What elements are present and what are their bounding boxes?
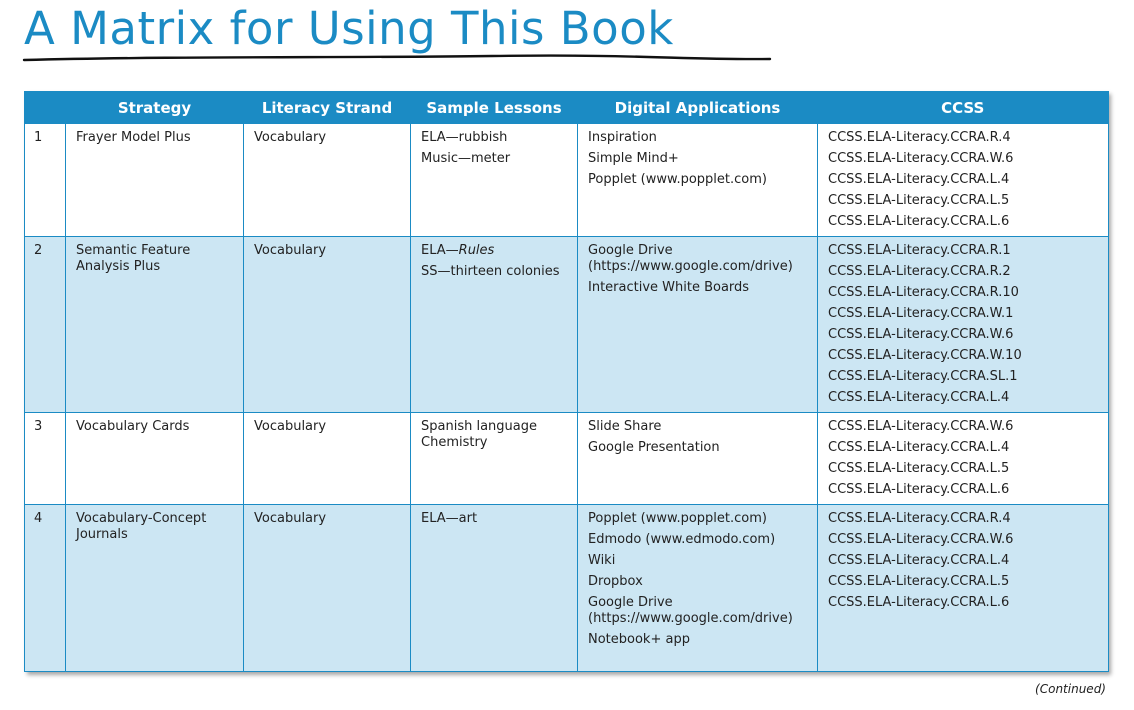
ccss-item: CCSS.ELA-Literacy.CCRA.R.1: [828, 243, 1011, 258]
ccss-item: CCSS.ELA-Literacy.CCRA.W.6: [828, 419, 1014, 434]
ccss-cell: [818, 505, 1109, 672]
apps-cell: [578, 124, 818, 237]
app-item: Edmodo (www.edmodo.com): [588, 532, 776, 547]
lesson-item: ELA—rubbish: [421, 130, 508, 145]
ccss-item: CCSS.ELA-Literacy.CCRA.SL.1: [828, 369, 1018, 384]
ccss-item: CCSS.ELA-Literacy.CCRA.L.5: [828, 574, 1010, 589]
ccss-item: CCSS.ELA-Literacy.CCRA.W.1: [828, 306, 1014, 321]
ccss-item: CCSS.ELA-Literacy.CCRA.W.6: [828, 532, 1014, 547]
lessons-cell: [411, 413, 578, 505]
ccss-item: CCSS.ELA-Literacy.CCRA.R.4: [828, 511, 1011, 526]
app-item: Google Drive (https://www.google.com/drive): [588, 595, 793, 626]
app-item: Inspiration: [588, 130, 657, 145]
lesson-title-italic: Rules: [458, 243, 495, 258]
lessons-cell: [411, 124, 578, 237]
strategy-cell: Semantic Feature Analysis Plus: [66, 237, 244, 413]
lesson-item: [421, 243, 567, 259]
ccss-item: CCSS.ELA-Literacy.CCRA.L.4: [828, 390, 1010, 405]
ccss-item: CCSS.ELA-Literacy.CCRA.W.6: [828, 327, 1014, 342]
ccss-item: CCSS.ELA-Literacy.CCRA.W.10: [828, 348, 1022, 363]
apps-cell: [578, 237, 818, 413]
lessons-cell: [411, 237, 578, 413]
matrix-table: [24, 91, 1109, 672]
lesson-item: SS—thirteen colonies: [421, 264, 560, 279]
matrix-table-container: [24, 91, 1108, 672]
table-row: [25, 505, 1109, 672]
lesson-item: ELA—art: [421, 511, 478, 526]
page-title: A Matrix for Using This Book: [24, 2, 674, 55]
app-item: Simple Mind+: [588, 151, 679, 166]
ccss-cell: [818, 124, 1109, 237]
app-item: Dropbox: [588, 574, 643, 589]
strand-cell: Vocabulary: [244, 413, 411, 505]
ccss-item: CCSS.ELA-Literacy.CCRA.L.6: [828, 595, 1010, 610]
header-literacy-strand: Literacy Strand: [244, 92, 411, 124]
strategy-cell: Frayer Model Plus: [66, 124, 244, 237]
strand-cell: Vocabulary: [244, 124, 411, 237]
table-row: [25, 124, 1109, 237]
ccss-item: CCSS.ELA-Literacy.CCRA.W.6: [828, 151, 1014, 166]
row-number: 4: [25, 505, 66, 672]
apps-cell: [578, 505, 818, 672]
ccss-item: CCSS.ELA-Literacy.CCRA.R.4: [828, 130, 1011, 145]
title-underline: [22, 50, 774, 66]
app-item: Slide Share: [588, 419, 662, 434]
apps-cell: [578, 413, 818, 505]
header-ccss: CCSS: [818, 92, 1109, 124]
ccss-cell: [818, 413, 1109, 505]
row-number: 1: [25, 124, 66, 237]
app-item: Notebook+ app: [588, 632, 690, 647]
ccss-item: CCSS.ELA-Literacy.CCRA.R.2: [828, 264, 1011, 279]
ccss-item: CCSS.ELA-Literacy.CCRA.L.5: [828, 461, 1010, 476]
app-item: Google Drive (https://www.google.com/drive): [588, 243, 793, 274]
strand-cell: Vocabulary: [244, 237, 411, 413]
ccss-item: CCSS.ELA-Literacy.CCRA.L.6: [828, 482, 1010, 497]
app-item: Google Presentation: [588, 440, 720, 455]
app-item: Popplet (www.popplet.com): [588, 172, 767, 187]
continued-note: (Continued): [1035, 682, 1106, 696]
header-strategy: Strategy: [66, 92, 244, 124]
table-row: [25, 237, 1109, 413]
ccss-cell: [818, 237, 1109, 413]
strategy-cell: Vocabulary Cards: [66, 413, 244, 505]
ccss-item: CCSS.ELA-Literacy.CCRA.L.4: [828, 553, 1010, 568]
header-number: [25, 92, 66, 124]
table-header-row: [25, 92, 1109, 124]
ccss-item: CCSS.ELA-Literacy.CCRA.L.4: [828, 172, 1010, 187]
app-item: Interactive White Boards: [588, 280, 750, 295]
strand-cell: Vocabulary: [244, 505, 411, 672]
ccss-item: CCSS.ELA-Literacy.CCRA.R.10: [828, 285, 1019, 300]
header-digital-applications: Digital Applications: [578, 92, 818, 124]
ccss-item: CCSS.ELA-Literacy.CCRA.L.6: [828, 214, 1010, 229]
app-item: Popplet (www.popplet.com): [588, 511, 767, 526]
row-number: 3: [25, 413, 66, 505]
lessons-cell: [411, 505, 578, 672]
row-number: 2: [25, 237, 66, 413]
table-row: [25, 413, 1109, 505]
strategy-cell: Vocabulary-Concept Journals: [66, 505, 244, 672]
header-sample-lessons: Sample Lessons: [411, 92, 578, 124]
ccss-item: CCSS.ELA-Literacy.CCRA.L.4: [828, 440, 1010, 455]
lesson-prefix: ELA—: [421, 243, 459, 258]
lesson-item: Spanish language Chemistry: [421, 419, 537, 450]
lesson-item: Music—meter: [421, 151, 511, 166]
app-item: Wiki: [588, 553, 616, 568]
ccss-item: CCSS.ELA-Literacy.CCRA.L.5: [828, 193, 1010, 208]
